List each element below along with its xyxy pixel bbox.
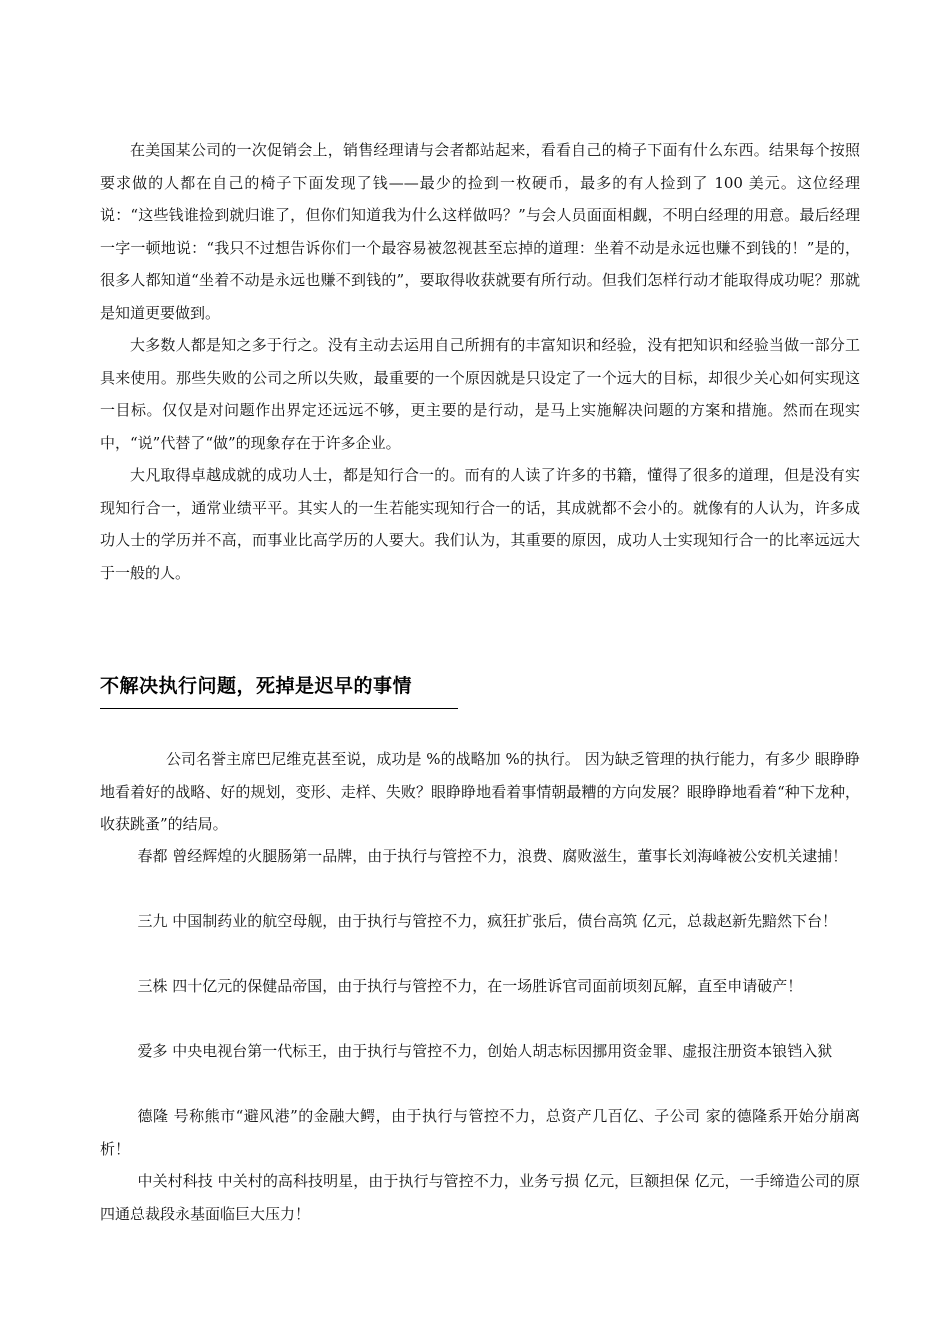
case-sanjiu: 三九 中国制药业的航空母舰，由于执行与管控不力，疯狂扩张后，债台高筑 亿元，总裁赵新先黯然下台！ [137,912,838,930]
case-aiduo: 爱多 中央电视台第一代标王，由于执行与管控不力，创始人胡志标因挪用资金罪、虚报注册资本锒铛入狱 [137,1042,833,1060]
section-lead-paragraph: 公司名誉主席巴尼维克甚至说，成功是 %的战略加 %的执行。 因为缺乏管理的执行能力，有多少 眼睁睁地看着好的战略、好的规划，变形、走样、失败？眼睁睁地看着事情朝最糟的方向发展？眼睁睁地看着“种下龙种，收获跳蚤”的结局。 [100,750,860,833]
case-zhongguancun: 中关村科技 中关村的高科技明星，由于执行与管控不力，业务亏损 亿元，巨额担保 亿元，一手缔造公司的原四通总裁段永基面临巨大压力！ [100,1172,860,1223]
intro-paragraph-2: 大多数人都是知之多于行之。没有主动去运用自己所拥有的丰富知识和经验，没有把知识和经验当做一部分工具来使用。那些失败的公司之所以失败，最重要的一个原因就是只设定了一个远大的目标，却很少关心如何实现这一目标。仅仅是对问题作出界定还远远不够，更主要的是行动，是马上实施解决问题的方案和措施。然而在现实中，“说”代替了“做”的现象存在于许多企业。 [100,336,860,452]
heading-underline [100,708,458,709]
intro-paragraph-3: 大凡取得卓越成就的成功人士，都是知行合一的。而有的人读了许多的书籍，懂得了很多的道理，但是没有实现知行合一，通常业绩平平。其实人的一生若能实现知行合一的话，其成就都不会小的。就像有的人认为，许多成功人士的学历并不高，而事业比高学历的人要大。我们认为，其重要的原因，成功人士实现知行合一的比率远远大于一般的人。 [100,466,860,582]
case-sanzhu: 三株 四十亿元的保健品帝国，由于执行与管控不力，在一场胜诉官司面前顷刻瓦解，直至申请破产！ [137,977,803,995]
intro-paragraph-1: 在美国某公司的一次促销会上，销售经理请与会者都站起来，看看自己的椅子下面有什么东西。结果每个按照要求做的人都在自己的椅子下面发现了钱——最少的捡到一枚硬币，最多的有人捡到了 100 美元。这位经理说：“这些钱谁捡到就归谁了，但你们知道我为什么这样做吗？”与会人员面面相觑，不明白经理的用意。最后经理一字一顿地说：“我只不过想告诉你们一个最容易被忽视甚至忘掉的道理：坐着不动是永远也赚不到钱的！”是的，很多人都知道“坐着不动是永远也赚不到钱的”，要取得收获就要有所行动。但我们怎样行动才能取得成功呢？那就是知道更要做到。 [100,141,860,322]
case-chundu: 春都 曾经辉煌的火腿肠第一品牌，由于执行与管控不力，浪费、腐败滋生，董事长刘海峰被公安机关逮捕！ [137,847,848,865]
section-heading: 不解决执行问题，死掉是迟早的事情 [100,675,413,697]
case-delong: 德隆 号称熊市“避风港”的金融大鳄，由于执行与管控不力，总资产几百亿、子公司 家的德隆系开始分崩离析！ [100,1107,860,1158]
